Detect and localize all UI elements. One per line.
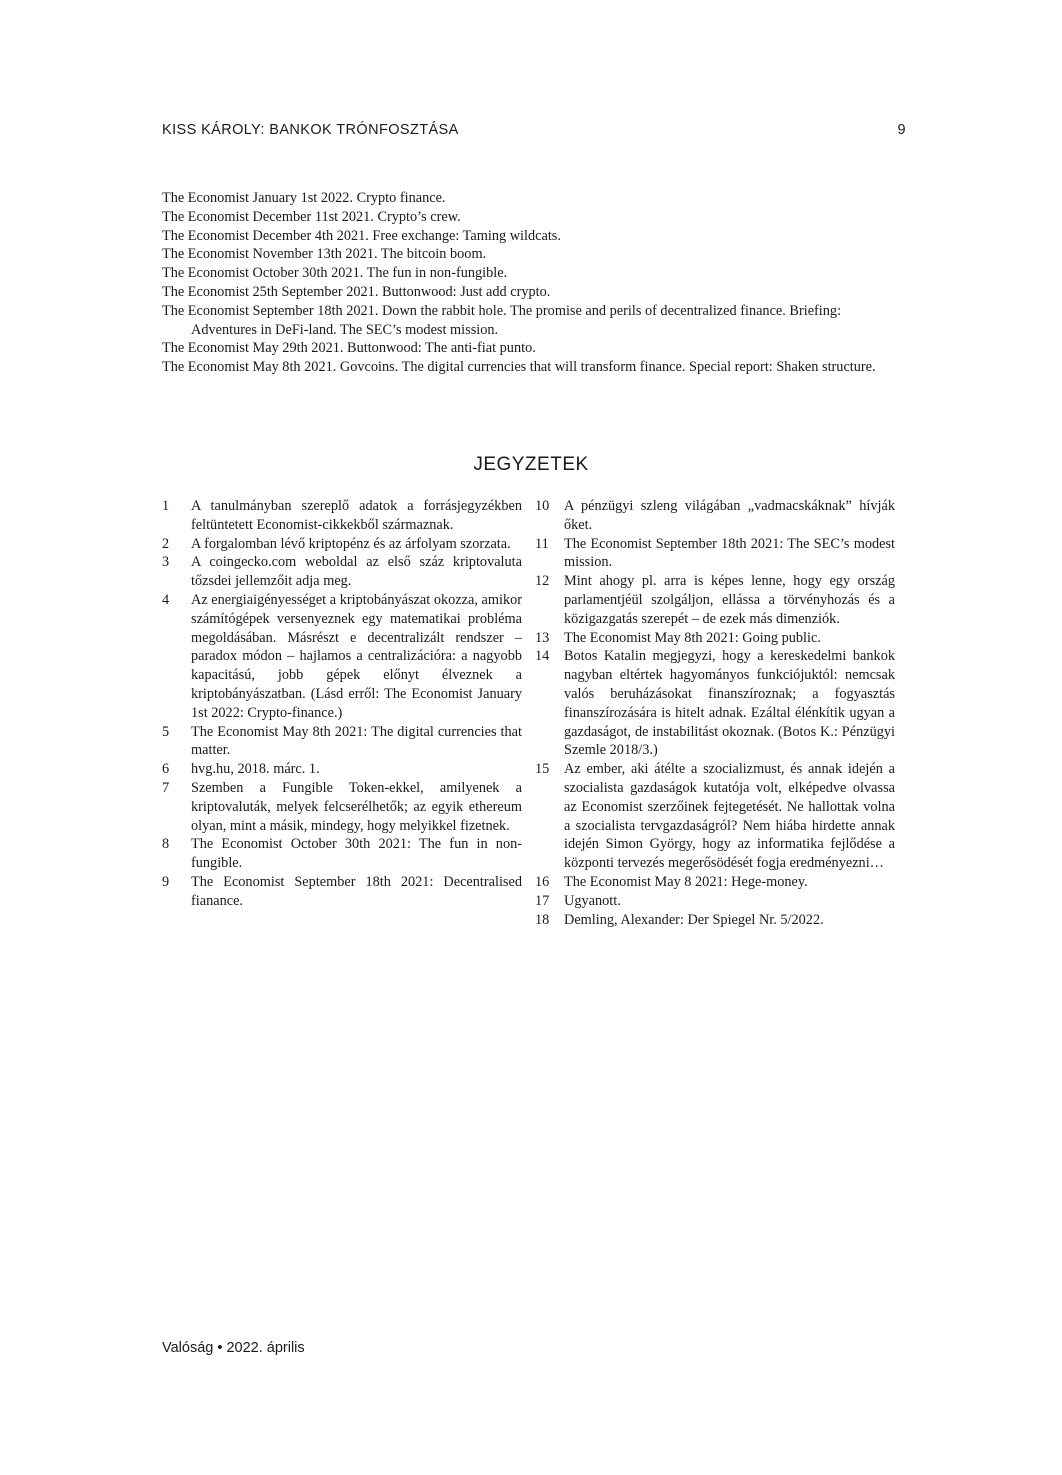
note-number: 2 [162,535,170,552]
note-item [162,535,522,554]
reference-item: The Economist May 8th 2021. Govcoins. The digital currencies that will transform finance. Special report: Shaken structure. [162,359,876,376]
note-text: Botos Katalin megjegyzi, hogy a kereskedelmi bankok nagyban eltértek hagyományos funkciójuktól: nemcsak valós beruházásokat finanszíroznak; a fogyasztás finanszírozására is hitelt adnak. Ezáltal élénkítik ugyan a gazdaságot, de instabilitást okoznak. (Botos K.: Pénzügyi Szemle 2018/3.) [564,648,895,759]
note-text: Az energiaigényességet a kriptobányászat okozza, amikor számítógépek versenyeznek egy matematikai probléma megoldásában. Másrészt e decentralizált rendszer – paradox módon – hajlamos a centralizációra: a nagyobb kapacitású, jobb gépek előnyt élveznek a kriptobányászatban. (Lásd erről: The Economist January 1st 2022: Crypto-finance.) [191,591,522,721]
note-number: 17 [535,892,550,909]
note-number: 15 [535,761,550,778]
note-text: Demling, Alexander: Der Spiegel Nr. 5/2022. [564,911,824,928]
page-footer: Valóság • 2022. április [162,1340,305,1356]
note-text: Mint ahogy pl. arra is képes lenne, hogy egy ország parlamentjéül szolgáljon, ellássa a törvényhozás és a közigazgatás szerepét – de ezek más dimenziók. [564,573,895,627]
note-number: 12 [535,573,550,590]
reference-list [162,189,894,377]
note-number: 4 [162,591,170,608]
note-number: 5 [162,723,170,740]
notes-column-right [535,497,895,929]
note-number: 1 [162,498,170,514]
note-text: The Economist May 8th 2021: The digital currencies that matter. [191,723,522,759]
notes-column-left [162,497,522,911]
note-item [535,911,895,930]
note-number: 11 [535,535,549,552]
note-item [535,647,895,760]
note-item [535,760,895,873]
note-text: The Economist October 30th 2021: The fun in non-fungible. [191,836,522,872]
reference-item: The Economist October 30th 2021. The fun in non-fungible. [162,265,508,282]
note-number: 10 [535,498,550,514]
note-number: 7 [162,779,170,796]
notes-heading: JEGYZETEK [473,454,589,475]
note-item [162,779,522,835]
note-item [535,572,895,628]
reference-item: The Economist 25th September 2021. Buttonwood: Just add crypto. [162,283,551,300]
note-text: The Economist September 18th 2021: The SEC’s modest mission. [564,535,895,571]
note-item [535,535,895,573]
note-text: A tanulmányban szereplő adatok a forrásjegyzékben feltüntetett Economist-cikkekből származnak. [191,498,522,533]
note-item [162,873,522,911]
note-item [535,873,895,892]
note-item [162,760,522,779]
note-text: The Economist May 8 2021: Hege-money. [564,873,808,890]
note-item [162,835,522,873]
reference-item: The Economist November 13th 2021. The bitcoin boom. [162,246,487,263]
note-text: A coingecko.com weboldal az első száz kriptovaluta tőzsdei jellemzőit adja meg. [191,554,522,590]
note-item [162,497,522,535]
note-number: 6 [162,761,170,778]
note-text: Az ember, aki átélte a szocializmust, és annak idején a szocialista gazdaságok kutatója volt, elképedve olvassa az Economist szerzőinek fejtegetését. Ne hallottak volna a szocialista tervgazdaságról? Nem hiába hirdette annak idején Simon György, hogy az informatika fejlődése a központi tervezés megerősödését fogja eredményezni… [564,761,895,872]
note-item [162,591,522,723]
note-number: 9 [162,873,170,890]
note-item [162,553,522,591]
running-header [162,122,906,138]
note-text: A pénzügyi szleng világában „vadmacskáknak” hívják őket. [564,498,895,533]
note-text: Ugyanott. [564,892,621,909]
page-number: 9 [897,122,906,138]
note-item [535,892,895,911]
reference-item: The Economist December 4th 2021. Free exchange: Taming wildcats. [162,227,561,244]
note-item [535,629,895,648]
note-number: 14 [535,648,550,665]
running-title: KISS KÁROLY: BANKOK TRÓNFOSZTÁSA [162,122,459,138]
reference-item: The Economist September 18th 2021. Down the rabbit hole. The promise and perils of decentralized finance. Briefing: Adventures in DeFi-land. The SEC’s modest mission. [162,302,842,338]
note-text: The Economist May 8th 2021: Going public. [564,629,821,646]
reference-item: The Economist December 11st 2021. Crypto’s crew. [162,208,461,225]
note-number: 3 [162,554,170,571]
note-number: 18 [535,911,550,928]
reference-item: The Economist May 29th 2021. Buttonwood: The anti-fiat punto. [162,340,536,357]
note-text: Szemben a Fungible Token-ekkel, amilyenek a kriptovaluták, melyek felcserélhetők; az egyik ethereum olyan, mint a másik, mindegy, hogy melyikkel fizetnek. [191,779,522,834]
note-item [162,723,522,761]
note-number: 16 [535,873,550,890]
note-text: hvg.hu, 2018. márc. 1. [191,761,320,778]
note-item [535,497,895,535]
reference-item: The Economist January 1st 2022. Crypto finance. [162,190,446,206]
note-number: 8 [162,836,170,853]
note-text: A forgalomban lévő kriptopénz és az árfolyam szorzata. [191,535,511,552]
note-number: 13 [535,629,550,646]
note-text: The Economist September 18th 2021: Decentralised fianance. [191,873,522,909]
